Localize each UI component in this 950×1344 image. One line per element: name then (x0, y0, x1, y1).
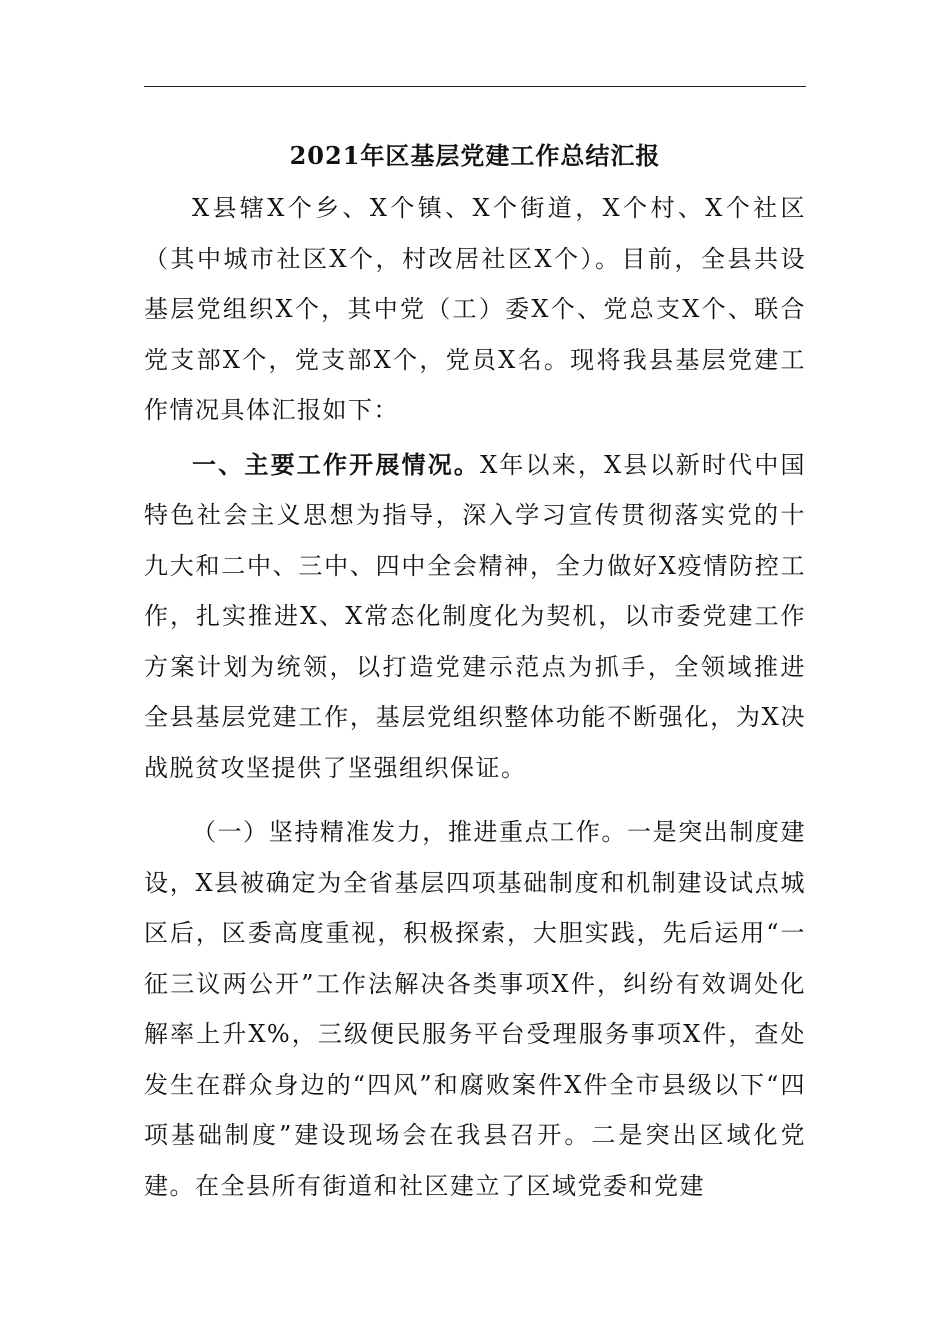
paragraph-intro-text: X县辖X个乡、X个镇、X个街道，X个村、X个社区（其中城市社区X个，村改居社区X个）。目前，全县共设基层党组织X个，其中党（工）委X个、党总支X个、联合党支部X个，党支部X个，党员X名。现将我县基层党建工作情况具体汇报如下： (144, 194, 806, 424)
paragraph-section-1 (144, 440, 806, 794)
document-body (144, 183, 806, 1211)
paragraph-section-1-text: X年以来，X县以新时代中国特色社会主义思想为指导，深入学习宣传贯彻落实党的十九大和二中、三中、四中全会精神，全力做好X疫情防控工作，扎实推进X、X常态化制度化为契机，以市委党建工作方案计划为统领，以打造党建示范点为抓手，全领域推进全县基层党建工作，基层党组织整体功能不断强化，为X决战脱贫攻坚提供了坚强组织保证。 (144, 450, 807, 782)
section-heading: 一、主要工作开展情况。 (192, 449, 481, 479)
paragraph-subsection-1-text: （一）坚持精准发力，推进重点工作。一是突出制度建设，X县被确定为全省基层四项基础制度和机制建设试点城区后，区委高度重视，积极探索，大胆实践，先后运用“一征三议两公开”工作法解决各类事项X件，纠纷有效调处化解率上升X%，三级便民服务平台受理服务事项X件，查处发生在群众身边的“四风”和腐败案件X件全市县级以下“四项基础制度”建设现场会在我县召开。二是突出区域化党建。在全县所有街道和社区建立了区域党委和党建 (144, 818, 806, 1200)
paragraph-intro (144, 183, 806, 436)
document-title: 2021年区基层党建工作总结汇报 (289, 141, 661, 170)
paragraph-subsection-1 (144, 807, 806, 1211)
header-rule (144, 86, 806, 87)
